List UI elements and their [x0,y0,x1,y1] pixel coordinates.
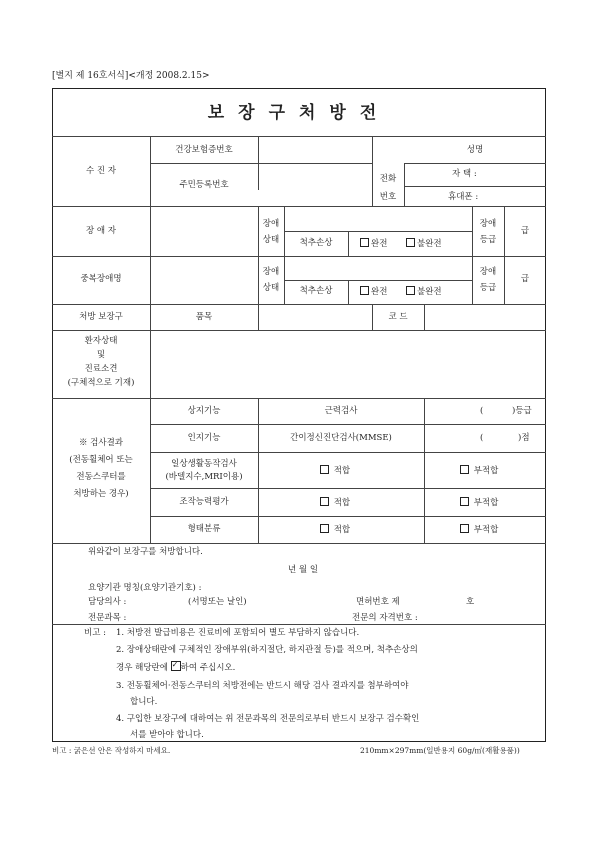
license-label: 면허번호 제 [356,597,400,607]
note-item-4: 4. 구입한 보장구에 대하여는 위 전문과목의 전문의로부터 반드시 보장구 검수확인 [116,714,420,724]
institution-label: 요양기관 명칭(요양기관기호) : [88,583,202,593]
patient-state-line-3: 진료소견 [84,364,118,374]
phone-label: 전화 번호 [379,174,397,202]
motor-fail-option[interactable]: 부적합 [460,497,498,509]
motor-pass-option[interactable]: 적합 [320,497,350,509]
cognitive-label: 인지기능 [187,433,221,443]
multiple-grade-label: 장애 등급 [479,267,497,293]
test-result-line-1: ※ 검사결과 [78,438,124,448]
specialty-cert-label: 전문의 자격번호 : [352,613,418,623]
checkbox-icon[interactable] [460,465,469,474]
mmse-result-unit: )점 [518,433,530,443]
license-suffix: 호 [466,597,475,607]
strength-result-open: ( [480,406,484,416]
mmse-test-label: 간이정신진단검사(MMSE) [290,433,392,443]
note-item-3-cont: 합니다. [130,697,158,707]
strength-result-unit: )등급 [512,406,532,416]
mmse-result-open: ( [480,433,484,443]
disabled-person-label: 장 애 자 [85,226,117,236]
checkbox-icon[interactable] [320,497,329,506]
note-item-2: 2. 장애상태란에 구체적인 장애부위(하지절단, 하지관절 등)를 적으며, 척추손상의 [116,645,418,655]
checkbox-icon[interactable] [406,286,415,295]
patient-section-label: 수 진 자 [85,166,117,176]
code-label: 코 드 [388,312,408,322]
multiple-incomplete-option[interactable]: 불완전 [406,286,442,298]
form-number-note: [별지 제 16호서식]<개정 2008.2.15> [52,71,210,81]
patient-state-line-1: 환자상태 [84,336,118,346]
disability-grade-label: 장애 등급 [479,219,497,245]
spinal-injury-label: 척추손상 [299,238,333,248]
note-item-2-cont-a: 경우 해당란에 [116,663,168,673]
adl-pass-option[interactable]: 적합 [320,465,350,477]
resident-number-label: 주민등록번호 [179,180,229,190]
multiple-spinal-label: 척추손상 [299,286,333,296]
multiple-grade-unit: 급 [520,274,530,284]
note-item-1: 1. 처방전 발급비용은 진료비에 포함되어 별도 부담하지 않습니다. [116,628,360,638]
name-label: 성명 [466,145,484,155]
checkbox-icon[interactable] [460,497,469,506]
motor-ability-label: 조작능력평가 [179,497,229,507]
checkbox-icon[interactable] [320,524,329,533]
bottom-remark: 비고 : 굵은선 안은 작성하지 마세요. [52,746,171,755]
multiple-complete-option[interactable]: 완전 [360,286,387,298]
adl-test-label: 일상생활동작검사 (바델지수,MRI이용) [165,459,243,482]
prescription-statement: 위와같이 보장구를 처방합니다. [88,547,203,557]
paper-size-note: 210mm×297mm(일반용지 60g/㎡(재활용품)) [360,746,520,755]
prescription-device-label: 처방 보장구 [79,312,123,322]
patient-state-line-4: (구체적으로 기재) [67,378,135,388]
shape-pass-option[interactable]: 적합 [320,524,350,536]
upper-limb-label: 상지기능 [187,406,221,416]
checkbox-icon[interactable] [360,238,369,247]
checkbox-icon[interactable] [406,238,415,247]
note-item-4-cont: 서를 받아야 합니다. [130,730,204,740]
adl-fail-option[interactable]: 부적합 [460,465,498,477]
multiple-state-label: 장애 상태 [262,267,280,293]
signature-label: (서명또는 날인) [188,597,247,607]
disability-state-label: 장애 상태 [262,219,280,245]
multiple-disability-label: 중복장애명 [80,274,122,284]
form-title: 보장구처방전 [207,103,391,123]
checkbox-icon[interactable] [320,465,329,474]
note-item-2-cont [116,661,235,674]
shape-class-label: 형태분류 [187,524,221,534]
spinal-incomplete-option[interactable]: 불완전 [406,238,442,250]
patient-state-line-2: 및 [96,350,106,360]
strength-test-label: 근력검사 [324,406,358,416]
checkmark-box-icon [171,661,181,671]
home-phone-label: 자 택 : [452,169,477,179]
test-result-line-4: 처방하는 경우) [73,489,129,499]
item-label: 품목 [195,312,213,322]
note-item-2-cont-b: 하여 주십시오. [180,663,236,673]
shape-fail-option[interactable]: 부적합 [460,524,498,536]
notes-label: 비고 : [84,628,106,638]
date-field[interactable]: 년 월 일 [288,565,319,575]
doctor-label: 담당의사 : [88,597,127,607]
checkbox-icon[interactable] [360,286,369,295]
specialty-label: 전문과목 : [88,613,127,623]
test-result-line-3: 전동스쿠터를 [76,472,126,482]
spinal-complete-option[interactable]: 완전 [360,238,387,250]
mobile-phone-label: 휴대폰 : [448,192,479,202]
insurance-number-label: 건강보험증번호 [175,145,233,155]
checkbox-icon[interactable] [460,524,469,533]
grade-unit: 급 [520,226,530,236]
note-item-3: 3. 전동휠체어·전동스쿠터의 처방전에는 반드시 해당 검사 결과지를 첨부하여야 [116,681,409,691]
test-result-line-2: (전동휠체어 또는 [69,455,133,465]
